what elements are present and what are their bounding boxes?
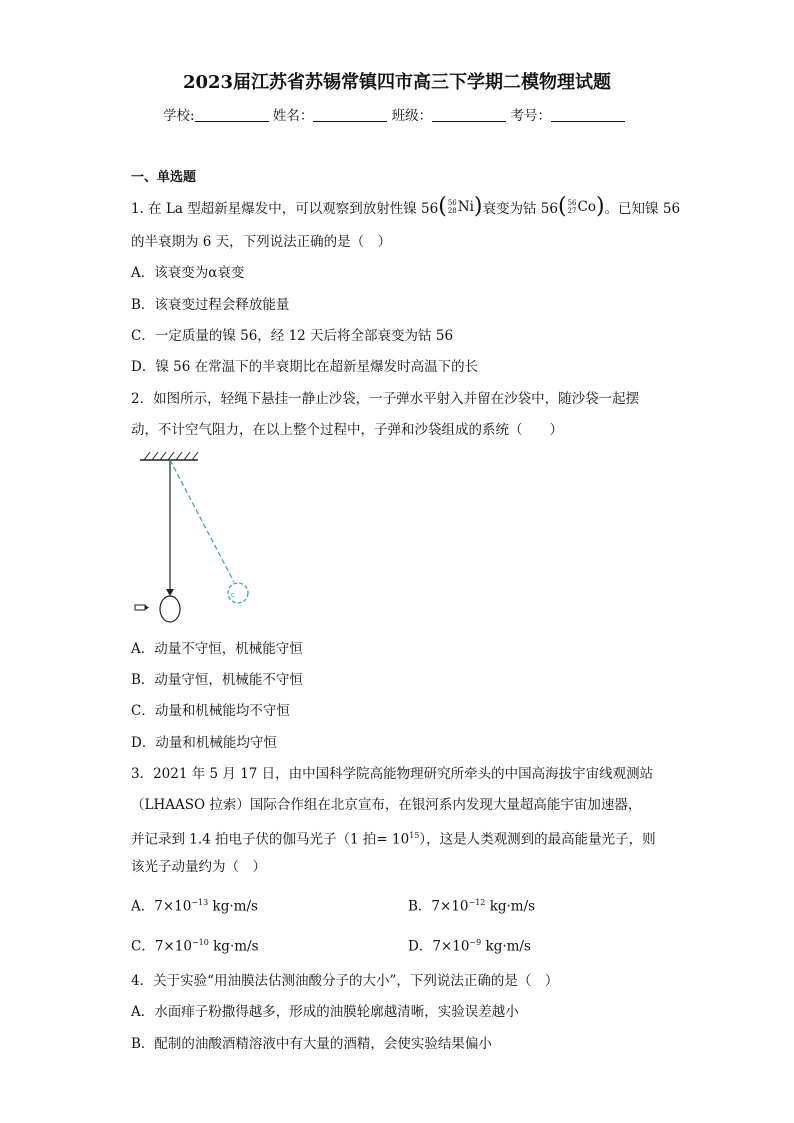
q3-option-a: A．$7\times 10^{-13}$ kg·m/s	[131, 898, 258, 915]
q2-option-b: B．动量守恒，机械能不守恒	[131, 672, 303, 688]
q2-stem-line1: 2．如图所示，轻绳下悬挂一静止沙袋，一子弹水平射入并留在沙袋中，随沙袋一起摆	[131, 391, 640, 407]
q4-option-b: B．配制的油酸酒精溶液中有大量的酒精，会使实验结果偏小	[131, 1036, 492, 1052]
q4-option-a: A．水面痱子粉撒得越多，形成的油膜轮廓越清晰，实验误差越小	[131, 1004, 519, 1020]
page-title: 2023届江苏省苏锡常镇四市高三下学期二模物理试题	[182, 72, 612, 93]
q2-stem-line2: 动，不计空气阻力，在以上整个过程中，子弹和沙袋组成的系统（ ）	[131, 422, 563, 438]
nuclide-ni56: ( 56 28 Ni )	[438, 194, 483, 219]
name-blank	[313, 107, 387, 122]
exam-no-label: 考号：	[510, 108, 551, 124]
sandbag	[160, 596, 180, 622]
school-label: 学校:	[163, 108, 195, 124]
rope-hook	[166, 589, 174, 596]
class-label: 班级：	[391, 108, 433, 124]
ceiling-hatching	[144, 452, 198, 460]
bullet-icon	[135, 605, 149, 610]
q1-stem-line2: 的半衰期为 6 天，下列说法正确的是（ ）	[131, 234, 392, 250]
name-label: 姓名：	[272, 108, 314, 124]
q3-stem-line1: 3．2021 年 5 月 17 日，由中国科学院高能物理研究所牵头的中国高海拔宇宙线观测站	[131, 766, 654, 782]
q2-option-d: D．动量和机械能均守恒	[131, 735, 277, 751]
q1-option-a: A．该衰变为α衰变	[131, 265, 245, 281]
q1-option-b: B．该衰变过程会释放能量	[131, 297, 290, 313]
q3-option-d: D．$7\times 10^{-9}$ kg·m/s	[408, 938, 531, 955]
class-blank	[432, 107, 506, 122]
q3-stem-line3: 并记录到 1.4 拍电子伏的伽马光子（1 拍= $10^{15}$），这是人类观测到的最高能量光子，则	[131, 831, 656, 848]
school-blank	[195, 107, 269, 122]
pendulum-figure	[130, 448, 260, 626]
q1-stem-line1: 1. 在 La 型超新星爆发中，可以观察到放射性镍 56 ( 56 28 Ni ) 衰变为钴 56 ( 56 27 Co ) 。已知镍 56	[131, 194, 681, 219]
q2-option-c: C．动量和机械能均不守恒	[131, 703, 290, 719]
q1-option-d: D．镍 56 在常温下的半衰期比在超新星爆发时高温下的长	[131, 359, 479, 375]
q3-option-c: C．$7\times 10^{-10}$ kg·m/s	[131, 938, 259, 955]
svg-text:c: c	[231, 591, 235, 599]
q3-stem-line2: （LHAASO 拉索）国际合作组在北京宣布，在银河系内发现大量超高能宇宙加速器，	[131, 797, 642, 813]
nuclide-co56: ( 56 27 Co )	[557, 194, 605, 219]
q3-option-b: B．$7\times 10^{-12}$ kg·m/s	[408, 898, 536, 915]
q2-option-a: A．动量不守恒，机械能守恒	[131, 641, 303, 657]
student-info-row	[163, 104, 625, 124]
q4-stem: 4．关于实验“用油膜法估测油酸分子的大小”，下列说法正确的是（ ）	[131, 973, 559, 989]
exam-no-blank	[551, 107, 625, 122]
section-heading-single-choice: 一、单选题	[131, 170, 197, 185]
swing-path-dashed	[170, 460, 234, 582]
q1-option-c: C．一定质量的镍 56，经 12 天后将全部衰变为钴 56	[131, 328, 454, 344]
q3-stem-line4: 该光子动量约为（ ）	[131, 859, 266, 875]
